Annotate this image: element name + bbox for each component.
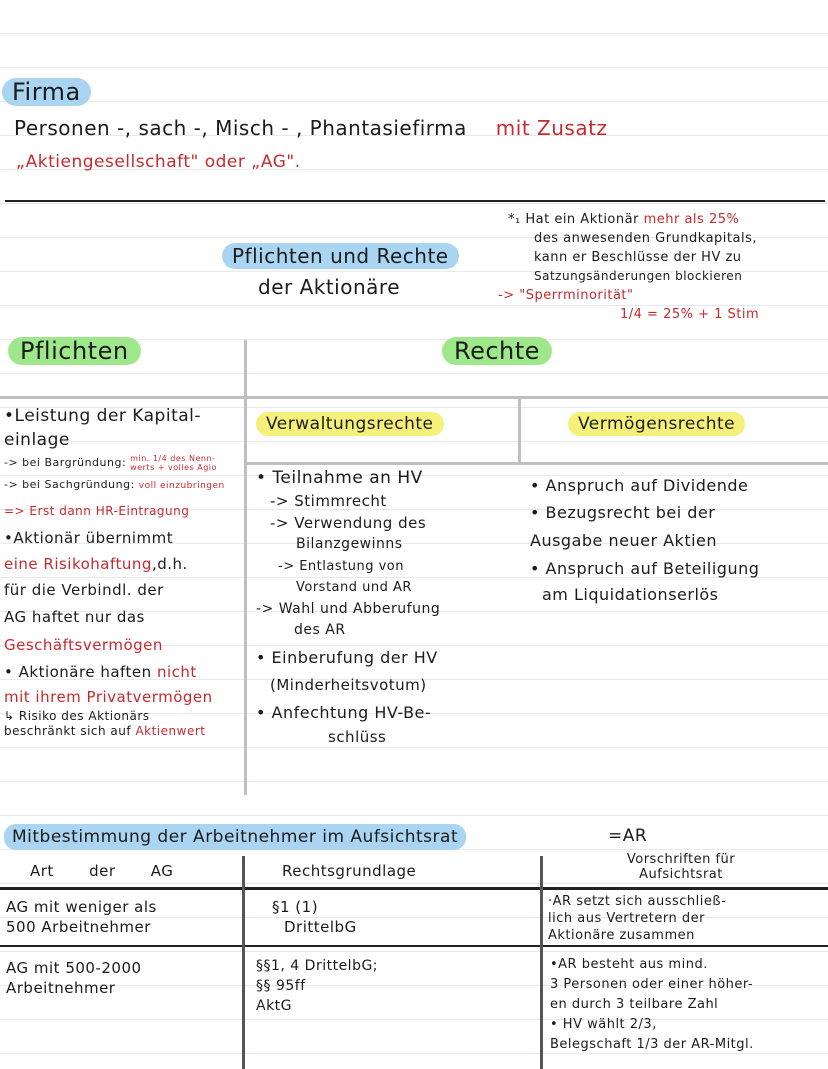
note-arrow: ->: [498, 288, 515, 303]
mitbestimmung-suffix: =AR: [608, 826, 648, 846]
table-row-2-recht: [256, 956, 378, 1016]
verwaltung-item: (Minderheitsvotum): [270, 675, 427, 694]
bargruendung-detail: [130, 454, 217, 472]
pflichten-risikohaftung: [4, 551, 244, 577]
pflichten-haften: [4, 659, 244, 685]
table-header-line: [0, 887, 828, 890]
mitbestimmung-heading: [4, 824, 466, 850]
pflichten-item: AG haftet nur das: [4, 608, 145, 626]
haften-nicht: nicht: [156, 663, 197, 681]
firma-heading: Firma: [2, 78, 91, 106]
row-1-art-line: 500 Arbeitnehmer: [6, 918, 151, 936]
pflichten-item: für die Verbindl. der: [4, 581, 164, 599]
note-line-3: kann er Beschlüsse der HV zu: [534, 250, 742, 265]
row-2-vorschrift-line: • HV wählt 2/3,: [550, 1017, 657, 1032]
firma-line-1-text: Personen -, sach -, Misch - , Phantasiefirma: [14, 116, 467, 140]
row-1-vorschrift-line: lich aus Vertretern der: [548, 911, 705, 926]
verwaltung-item: • Teilnahme an HV: [256, 468, 423, 488]
verwaltungsrechte-list: [256, 466, 440, 744]
note-sperrminoritaet: "Sperrminorität": [519, 288, 634, 303]
row-1-recht-line: §1 (1): [272, 898, 319, 916]
row-2-vorschrift-line: Belegschaft 1/3 der AR-Mitgl.: [550, 1037, 754, 1052]
pflichten-item: einlage: [4, 430, 70, 450]
vermoegen-item: • Bezugsrecht bei der: [530, 503, 716, 522]
verwaltung-item: -> Entlastung von: [278, 558, 404, 574]
note-line-5: [498, 286, 759, 305]
vermoegen-item: am Liquidationserlös: [542, 585, 719, 604]
pflichten-list: [4, 404, 244, 739]
row-2-art-line: AG mit 500-2000: [6, 959, 142, 977]
pflichten-item: •Leistung der Kapital-: [4, 406, 202, 426]
verwaltung-item: des AR: [294, 622, 346, 638]
row-1-vorschrift-line: ·AR setzt sich ausschließ-: [548, 894, 727, 909]
pflichten-item-privatvermoegen: mit ihrem Privatvermögen: [4, 688, 213, 706]
sach-detail: voll einzubringen: [138, 481, 225, 491]
sachgruendung-label: -> bei Sachgründung:: [4, 478, 135, 491]
section-title-line-2: der Aktionäre: [258, 275, 400, 299]
verwaltung-item: -> Wahl und Abberufung: [256, 600, 441, 617]
verwaltungsrechte-heading: Verwaltungsrechte: [256, 412, 444, 436]
table-row-1-vorschrift: [548, 893, 727, 944]
table-col-divider-1: [242, 856, 245, 1069]
row-2-vorschrift-line: en durch 3 teilbare Zahl: [550, 997, 719, 1012]
vermoegen-item: • Anspruch auf Beteiligung: [530, 559, 760, 578]
pflichten-item-hr: => Erst dann HR-Eintragung: [4, 504, 190, 518]
bargruendung-label: -> bei Bargründung:: [4, 456, 127, 469]
bar-detail-1: min. 1/4 des Nenn-: [130, 454, 216, 463]
table-row-line: [0, 945, 828, 947]
row-2-art-line: Arbeitnehmer: [6, 979, 116, 997]
vermoegensrechte-heading: Vermögensrechte: [568, 412, 745, 436]
verwaltung-item: -> Stimmrecht: [270, 492, 387, 510]
row-1-vorschrift-line: Aktionäre zusammen: [548, 928, 695, 943]
row-2-recht-line: §§1, 4 DrittelbG;: [256, 958, 379, 974]
table-row-1-art: [6, 897, 157, 937]
row-divider: [0, 396, 828, 399]
vermoegensrechte-list: [530, 470, 759, 608]
row-2-recht-line: AktG: [256, 998, 293, 1014]
section-title-line-1: Pflichten und Rechte: [222, 243, 459, 269]
mitbestimmung-title: Mitbestimmung der Arbeitnehmer im Aufsichtsrat: [12, 827, 459, 847]
note-line-4: Satzungsänderungen blockieren: [534, 269, 743, 283]
beschraenkt-text: beschränkt sich auf: [4, 724, 132, 738]
sperrminoritaet-note: [498, 210, 760, 324]
verwaltung-item: Bilanzgewinns: [296, 536, 403, 552]
table-header-recht: Rechtsgrundlage: [282, 862, 417, 880]
aktienwert: Aktienwert: [135, 724, 206, 738]
haften-text: • Aktionäre haften: [4, 663, 152, 681]
pflichten-item: ↳ Risiko des Aktionärs: [4, 709, 150, 723]
note-prefix: *₁ Hat ein Aktionär: [508, 212, 639, 227]
firma-line-1: [14, 116, 607, 140]
row-2-vorschrift-line: •AR besteht aus mind.: [550, 957, 708, 972]
table-col-divider-2: [540, 856, 543, 1069]
firma-line-2: „Aktiengesellschaft" oder „AG".: [16, 152, 301, 172]
table-header-vorschrift: Vorschriften für Aufsichtsrat: [626, 852, 736, 882]
table-row-2-vorschrift: [550, 955, 754, 1055]
firma-line-1-red: mit Zusatz: [495, 116, 608, 140]
verwaltung-item: -> Verwendung des: [270, 513, 427, 532]
row-2-vorschrift-line: 3 Personen oder einer höher-: [550, 977, 754, 992]
pflichten-item: •Aktionär übernimmt: [4, 529, 174, 547]
rechte-heading: Rechte: [442, 337, 552, 365]
subheading-divider: [246, 462, 828, 465]
verwaltung-item: • Einberufung der HV: [256, 647, 438, 667]
divider-top: [5, 200, 825, 202]
note-line-6: 1/4 = 25% + 1 Stim: [620, 307, 760, 322]
pflichten-bargruendung: [4, 452, 244, 474]
pflichten-sachgruendung: [4, 474, 244, 497]
row-1-recht-line: DrittelbG: [284, 918, 357, 936]
table-row-2-art: [6, 958, 142, 998]
verwaltung-item: schlüss: [328, 727, 387, 746]
note-line-2: des anwesenden Grundkapitals,: [534, 231, 757, 246]
verwaltung-item: • Anfechtung HV-Be-: [256, 702, 432, 722]
row-1-art-line: AG mit weniger als: [6, 898, 157, 916]
column-divider-left: [244, 340, 247, 795]
pflichten-beschraenkt: [4, 724, 244, 739]
vermoegen-item: Ausgabe neuer Aktien: [530, 531, 718, 550]
risikohaftung-suffix: ,d.h.: [151, 555, 188, 573]
bar-detail-2: werts + volles Agio: [130, 463, 217, 472]
table-header-art: Art der AG: [30, 862, 174, 880]
vermoegen-item: • Anspruch auf Dividende: [530, 476, 749, 495]
pflichten-heading: Pflichten: [8, 337, 141, 365]
risikohaftung: eine Risikohaftung: [4, 555, 152, 573]
verwaltung-item: Vorstand und AR: [296, 580, 412, 595]
row-2-recht-line: §§ 95ff: [256, 978, 306, 994]
table-row-1-recht: [272, 897, 357, 937]
note-red: mehr als 25%: [643, 212, 740, 227]
pflichten-item-geschaeftsvermoegen: Geschäftsvermögen: [4, 636, 163, 654]
column-divider-right: [518, 396, 521, 464]
note-line-1: [508, 210, 759, 229]
